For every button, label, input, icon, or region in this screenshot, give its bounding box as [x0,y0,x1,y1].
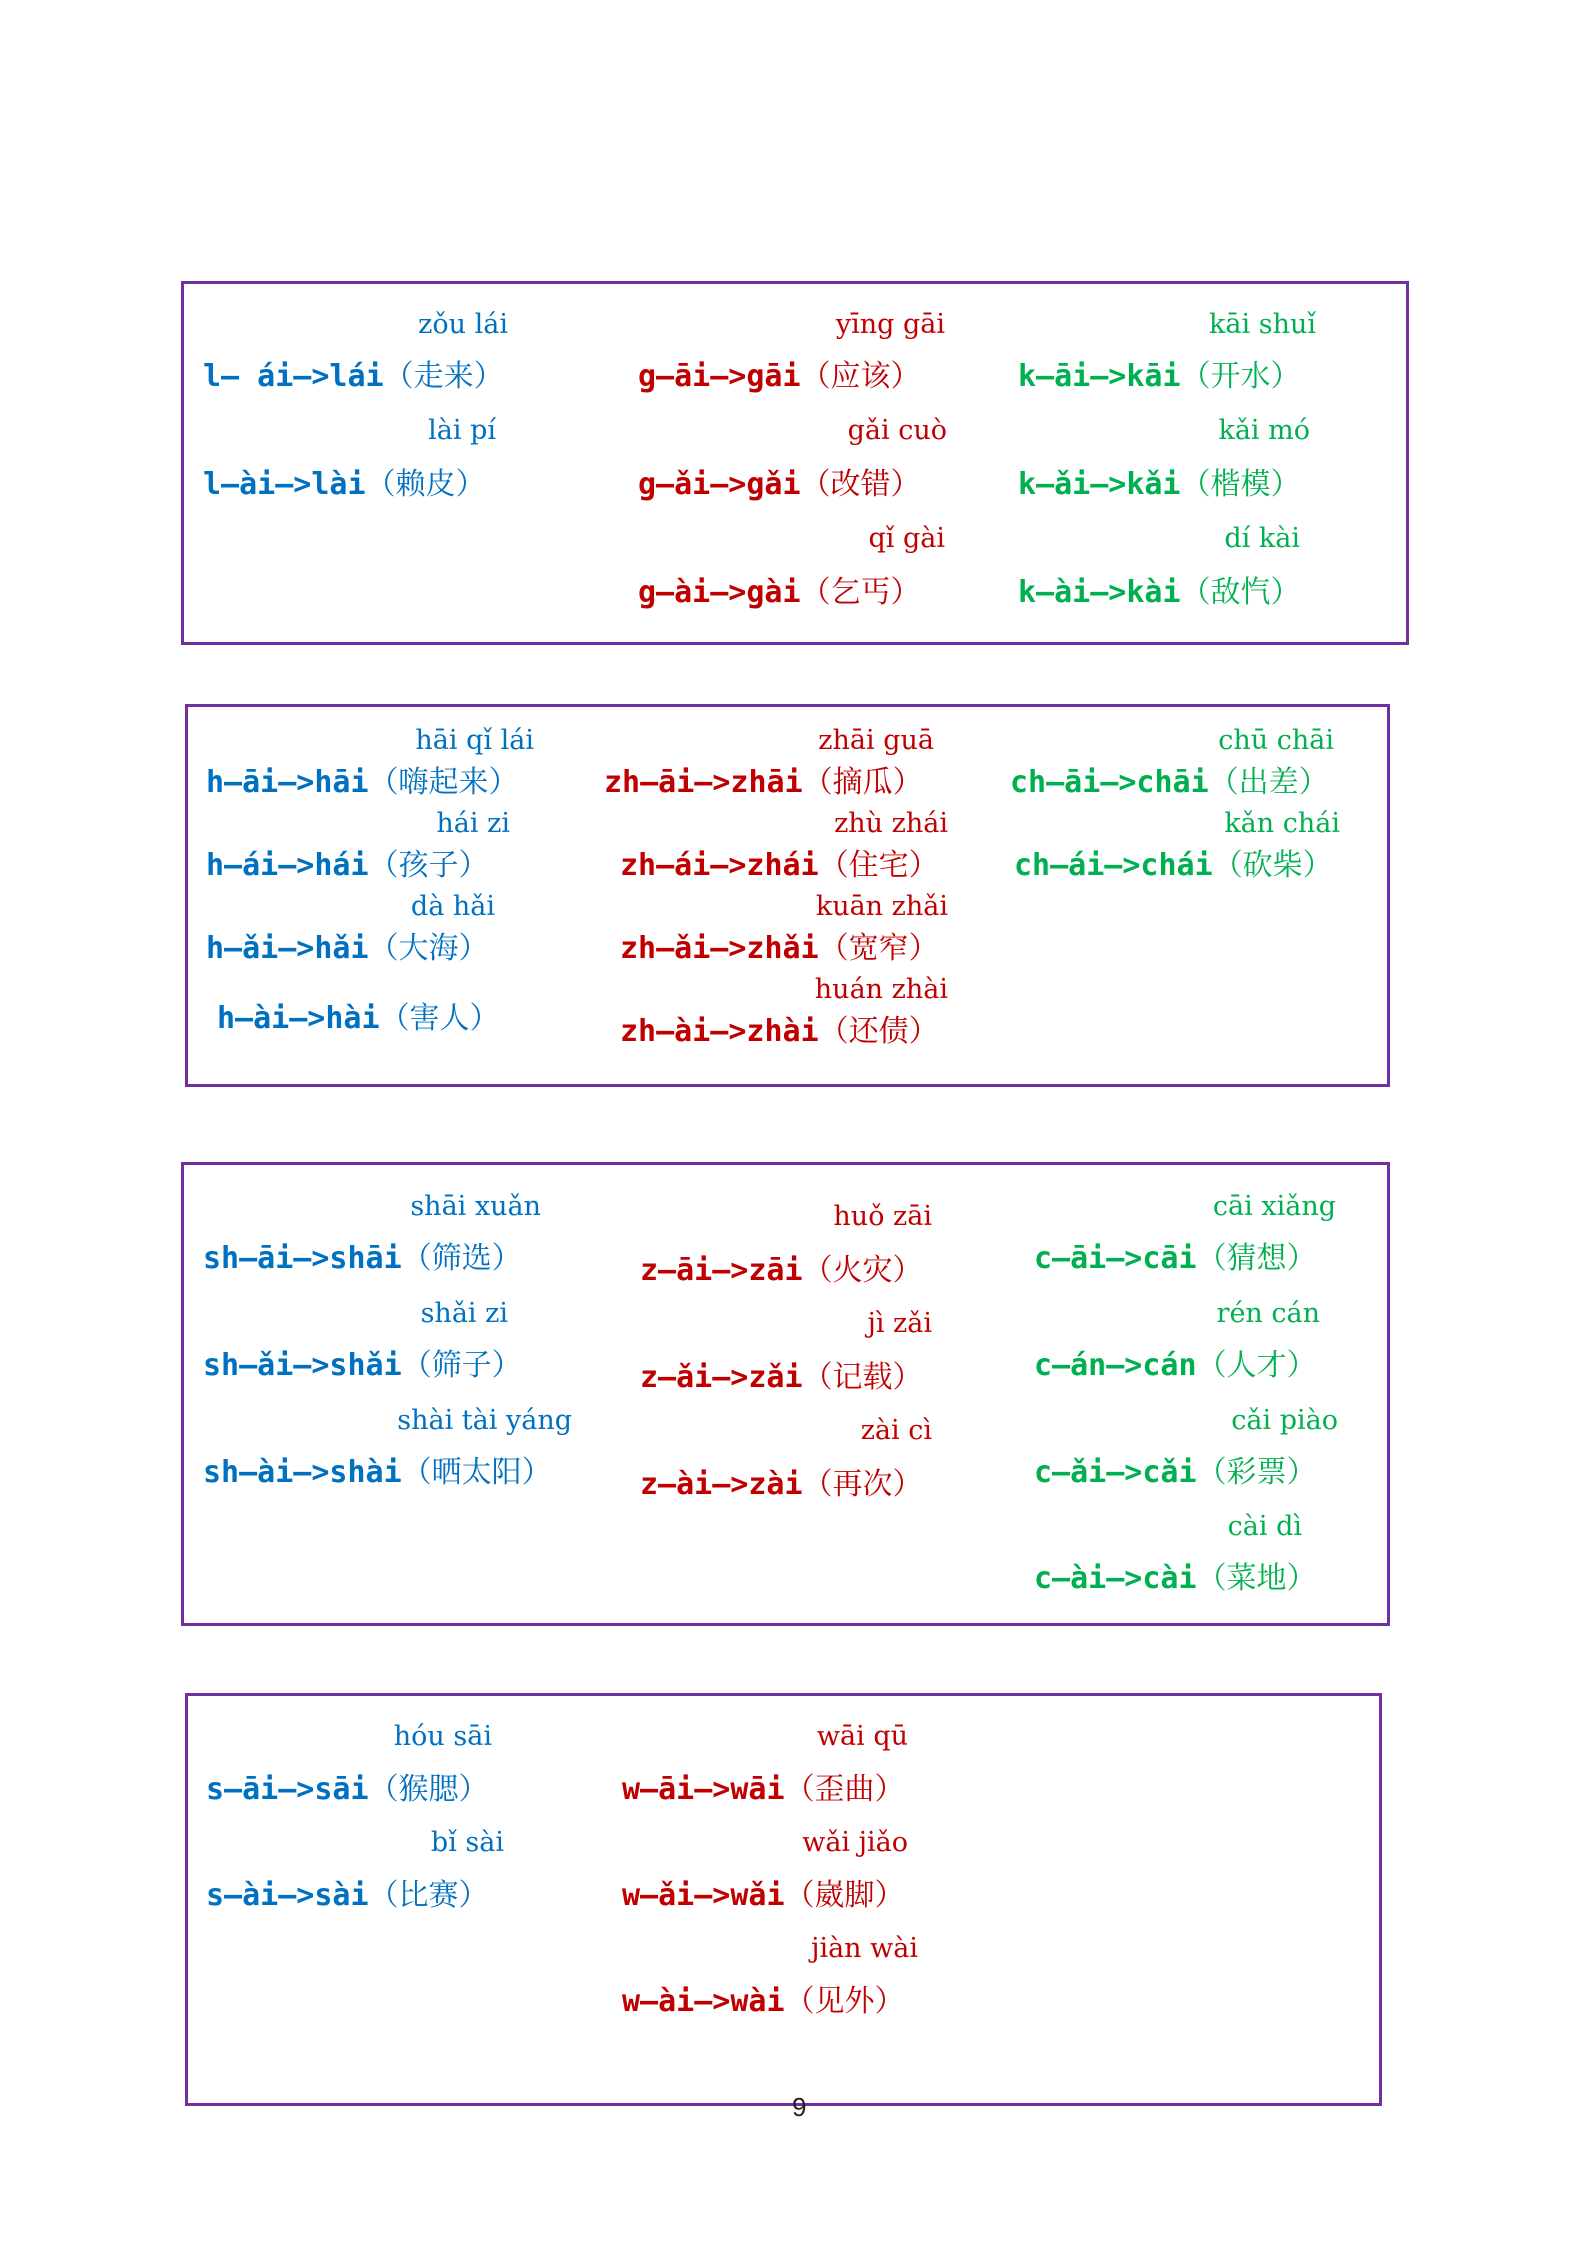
spelling-rule-line [206,1877,489,1915]
rule-text: zh—āi—>zhāi [604,765,803,800]
rule-text: h—ǎi—>hǎi [206,931,369,966]
spelling-rule-line [203,1454,552,1492]
rule-text: sh—ài—>shài [203,1455,402,1490]
pinyin-label: zhù zhái [834,808,948,839]
rule-text: c—ài—>cài [1034,1561,1197,1596]
spelling-rule-line [640,1252,923,1290]
rule-text: c—ǎi—>cǎi [1034,1455,1197,1490]
spelling-rule-line [1018,466,1301,504]
pinyin-label: wǎi jiǎo [802,1827,908,1858]
word-text: （晒太阳） [401,1455,552,1490]
spelling-rule-line [638,358,921,396]
pinyin-label: cǎi piào [1231,1405,1338,1436]
rule-text: k—āi—>kāi [1018,359,1181,394]
word-text: （孩子） [368,848,489,883]
word-text: （人才） [1196,1348,1317,1383]
rule-text: c—án—>cán [1034,1348,1197,1383]
spelling-rule-line [1034,1560,1317,1598]
pinyin-label: dà hǎi [410,891,495,922]
spelling-rule-line [1018,358,1301,396]
rule-text: g—ǎi—>gǎi [638,467,801,502]
word-text: （歪曲） [784,1772,905,1807]
word-text: （走来） [383,359,504,394]
spelling-rule-line [1018,574,1301,612]
pinyin-label: zhāi guā [818,725,934,756]
word-text: （见外） [784,1984,905,2019]
pinyin-label: hái zi [436,808,510,839]
rule-text: g—āi—>gāi [638,359,801,394]
word-text: （楷模） [1180,467,1301,502]
spelling-rule-line [203,1347,522,1385]
word-text: （赖皮） [365,467,486,502]
pinyin-label: shài tài yáng [397,1405,572,1436]
spelling-rule-line [203,358,504,396]
pinyin-label: hóu sāi [393,1721,492,1752]
rule-text: c—āi—>cāi [1034,1241,1197,1276]
pinyin-label: cài dì [1227,1511,1302,1542]
rule-text: w—ǎi—>wǎi [622,1878,785,1913]
word-text: （开水） [1180,359,1301,394]
spelling-rule-line [620,1013,939,1051]
word-text: （比赛） [368,1878,489,1913]
pinyin-label: shāi xuǎn [410,1191,541,1222]
spelling-rule-line [640,1359,923,1397]
pinyin-label: kuān zhǎi [815,891,948,922]
pinyin-label: cāi xiǎng [1212,1191,1336,1222]
spelling-rule-line [638,574,921,612]
pinyin-label: jì zǎi [867,1308,932,1339]
pinyin-label: chū chāi [1218,725,1334,756]
page-number: 9 [792,2092,807,2122]
word-text: （砍柴） [1212,848,1333,883]
spelling-rule-line [203,1240,522,1278]
pinyin-label: zǒu lái [418,309,508,340]
pinyin-label: zài cì [860,1415,932,1446]
spelling-rule-line [620,930,939,968]
word-text: （住宅） [818,848,939,883]
pinyin-label: bǐ sài [430,1827,504,1858]
word-text: （记载） [802,1360,923,1395]
spelling-rule-line [206,1771,489,1809]
rule-text: sh—ǎi—>shǎi [203,1348,402,1383]
rule-text: zh—ài—>zhài [620,1014,819,1049]
word-text: （火灾） [802,1253,923,1288]
spelling-rule-line [1034,1240,1317,1278]
pinyin-label: rén cán [1216,1298,1320,1329]
spelling-rule-line [638,466,921,504]
spelling-rule-line [620,847,939,885]
word-text: （嗨起来） [368,765,519,800]
word-text: （猜想） [1196,1241,1317,1276]
word-text: （猴腮） [368,1772,489,1807]
rule-text: w—āi—>wāi [622,1772,785,1807]
spelling-rule-line [1034,1347,1317,1385]
spelling-rule-line [206,764,519,802]
word-text: （乞丐） [800,575,921,610]
pinyin-label: gǎi cuò [847,415,947,446]
pinyin-label: shǎi zi [420,1298,508,1329]
pinyin-label: lài pí [428,415,496,446]
word-text: （应该） [800,359,921,394]
word-text: （筛子） [401,1348,522,1383]
spelling-rule-line [1010,764,1329,802]
pinyin-label: huǒ zāi [833,1201,932,1232]
spelling-rule-line [622,1877,905,1915]
word-text: （敌忾） [1180,575,1301,610]
rule-text: s—ài—>sài [206,1878,369,1913]
pinyin-label: yīng gāi [835,309,945,340]
word-text: （宽窄） [818,931,939,966]
spelling-rule-line [604,764,923,802]
word-text: （改错） [800,467,921,502]
word-text: （崴脚） [784,1878,905,1913]
rule-text: l—ài—>lài [203,467,366,502]
word-text: （出差） [1208,765,1329,800]
word-text: （大海） [368,931,489,966]
pinyin-label: qǐ gài [868,523,945,554]
pinyin-label: wāi qū [816,1721,908,1752]
spelling-rule-line [622,1983,905,2021]
pinyin-label: huán zhài [814,974,948,1005]
rule-text: ch—ái—>chái [1014,848,1213,883]
pinyin-label: kǎn chái [1224,808,1340,839]
word-text: （害人） [379,1001,500,1036]
spelling-rule-line [640,1466,923,1504]
pinyin-label: hāi qǐ lái [415,725,534,756]
word-text: （还债） [818,1014,939,1049]
rule-text: h—ái—>hái [206,848,369,883]
rule-text: h—āi—>hāi [206,765,369,800]
rule-text: l— ái—>lái [203,359,384,394]
word-text: （再次） [802,1467,923,1502]
pinyin-label: dí kài [1224,523,1300,554]
rule-text: z—ǎi—>zǎi [640,1360,803,1395]
spelling-rule-line [1014,847,1333,885]
rule-text: s—āi—>sāi [206,1772,369,1807]
spelling-rule-line [206,847,489,885]
rule-text: h—ài—>hài [217,1001,380,1036]
word-text: （筛选） [401,1241,522,1276]
pinyin-label: kǎi mó [1218,415,1310,446]
pinyin-label: kāi shuǐ [1209,309,1316,340]
spelling-rule-line [203,466,486,504]
rule-text: k—ài—>kài [1018,575,1181,610]
rule-text: ch—āi—>chāi [1010,765,1209,800]
spelling-rule-line [206,930,489,968]
rule-text: z—ài—>zài [640,1467,803,1502]
rule-text: k—ǎi—>kǎi [1018,467,1181,502]
spelling-rule-line [217,1000,500,1038]
spelling-rule-line [622,1771,905,1809]
rule-text: zh—ǎi—>zhǎi [620,931,819,966]
rule-text: g—ài—>gài [638,575,801,610]
rule-text: w—ài—>wài [622,1984,785,2019]
word-text: （摘瓜） [802,765,923,800]
spelling-rule-line [1034,1454,1317,1492]
rule-text: z—āi—>zāi [640,1253,803,1288]
pinyin-label: jiàn wài [811,1933,918,1964]
rule-text: zh—ái—>zhái [620,848,819,883]
word-text: （菜地） [1196,1561,1317,1596]
rule-text: sh—āi—>shāi [203,1241,402,1276]
word-text: （彩票） [1196,1455,1317,1490]
